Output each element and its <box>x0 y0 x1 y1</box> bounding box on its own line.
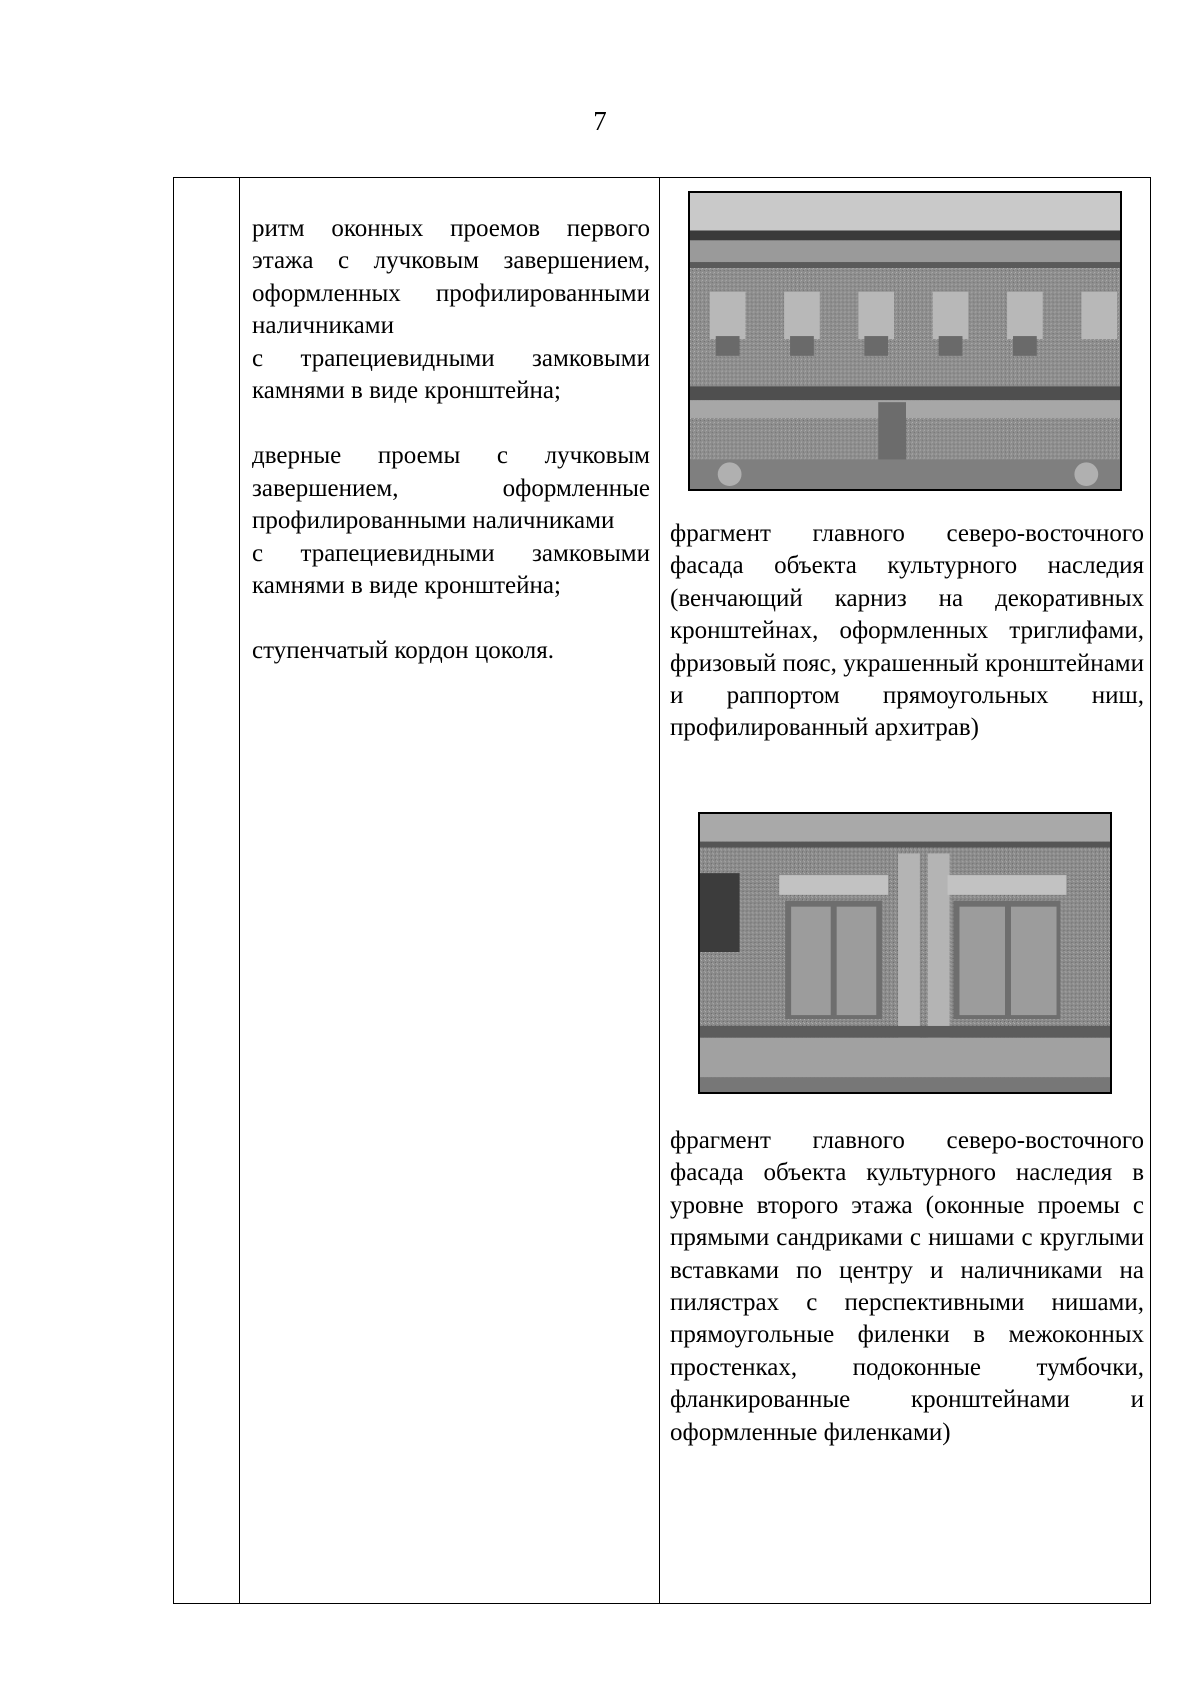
middle-column-text <box>252 213 650 668</box>
facade-second-floor-image <box>700 814 1110 1092</box>
column-divider-2 <box>659 178 660 1603</box>
column-divider-1 <box>239 178 240 1603</box>
facade-cornice-image <box>690 193 1120 489</box>
page-number: 7 <box>593 106 607 136</box>
facade-cornice-photo <box>688 191 1122 491</box>
paragraph-1 <box>252 213 650 407</box>
paragraph-line: с трапециевидными замковыми камнями в виде кронштейна; <box>252 539 650 600</box>
paragraph-line: ступенчатый кордон цоколя. <box>252 637 554 665</box>
facade-cornice-caption: фрагмент главного северо-восточного фасада объекта культурного наследия (венчающий карниз на декоративных кронштейнах, оформленных триглифами, фризовый пояс, украшенный кронштейнами и раппортом прямоугольных ниш, профилированный архитрав) <box>670 520 1144 742</box>
facade-second-floor-photo <box>698 812 1112 1094</box>
document-table <box>173 177 1151 1604</box>
paragraph-line: с трапециевидными замковыми камнями в виде кронштейна; <box>252 344 650 405</box>
paragraph-2 <box>252 440 650 602</box>
facade-second-floor-caption: фрагмент главного северо-восточного фасада объекта культурного наследия в уровне второго этажа (оконные проемы с прямыми сандриками с нишами с круглыми вставками по центру и наличниками на пилястрах с перспективными нишами, прямоугольные филенки в межоконных простенках, подоконные тумбочки, фланкированные кронштейнами и оформленные филенками) <box>670 1127 1144 1446</box>
paragraph-3 <box>252 635 650 667</box>
paragraph-line: ритм оконных проемов первого этажа с лучковым завершением, оформленных профилированными наличниками <box>252 215 650 340</box>
paragraph-line: дверные проемы с лучковым завершением, оформленные профилированными наличниками <box>252 442 650 535</box>
